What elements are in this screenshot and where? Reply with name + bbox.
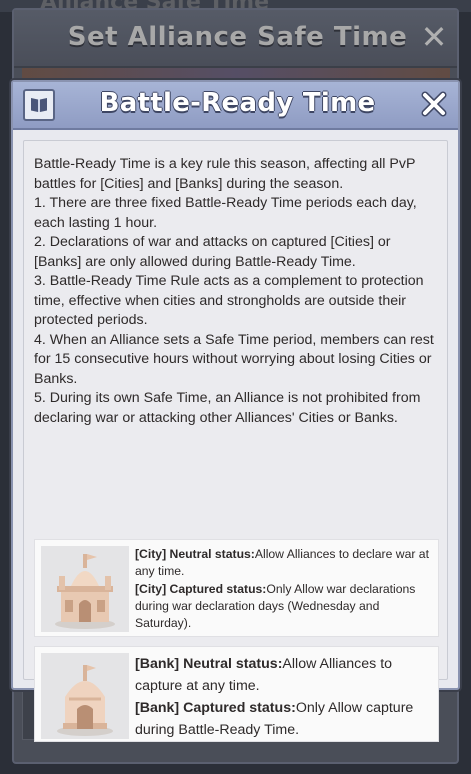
dialog-body — [23, 140, 448, 738]
rule-intro: Battle-Ready Time is a key rule this season, affecting all PvP battles for [Cities] and [Banks] during the season. — [34, 156, 416, 192]
bank-neutral-label: [Bank] Neutral status: — [135, 656, 283, 672]
bank-status-text — [135, 654, 432, 742]
bank-captured-label: [Bank] Captured status: — [135, 700, 296, 716]
background-title: Set Alliance Safe Time — [67, 22, 408, 52]
bank-captured-text: Only Allow capture during Battle-Ready Time. — [135, 700, 414, 738]
city-captured-label: [City] Captured status: — [135, 582, 267, 596]
rules-text — [34, 155, 439, 428]
background-header — [14, 10, 457, 68]
rule-3: 3. Battle-Ready Time Rule acts as a complement to protection time, effective when cities and strongholds are outside their protected periods. — [34, 273, 424, 328]
battle-ready-dialog — [11, 80, 460, 738]
city-neutral-text: Allow Alliances to declare war at any time. — [135, 547, 429, 578]
dialog-header — [13, 82, 458, 130]
rule-4: 4. When an Alliance sets a Safe Time period, members can rest for 15 consecutive hours without worrying about losing Cities or Banks. — [34, 331, 434, 387]
city-status-card — [34, 539, 439, 637]
rule-1: 1. There are three fixed Battle-Ready Time periods each day, each lasting 1 hour. — [34, 195, 417, 231]
rule-2: 2. Declarations of war and attacks on captured [Cities] or [Banks] are only allowed during Battle-Ready Time. — [34, 234, 391, 270]
close-button[interactable] — [418, 88, 450, 120]
city-building-icon — [41, 546, 129, 632]
bank-neutral-text: Allow Alliances to capture at any time. — [135, 656, 393, 694]
background-close-icon[interactable]: ✕ — [420, 18, 448, 56]
city-neutral-label: [City] Neutral status: — [135, 547, 255, 561]
rule-5: 5. During its own Safe Time, an Alliance is not prohibited from declaring war or attacking other Alliances' Cities or Banks. — [34, 390, 421, 426]
bank-status-card — [34, 646, 439, 742]
bank-thumbnail — [41, 653, 129, 739]
bank-building-icon — [41, 653, 129, 739]
city-status-text — [135, 546, 432, 633]
dialog-title: Battle-Ready Time — [99, 88, 376, 118]
city-captured-text: Only Allow war declarations during war declaration days (Wednesday and Saturday). — [135, 582, 416, 630]
close-icon — [418, 88, 450, 120]
city-thumbnail — [41, 546, 129, 632]
